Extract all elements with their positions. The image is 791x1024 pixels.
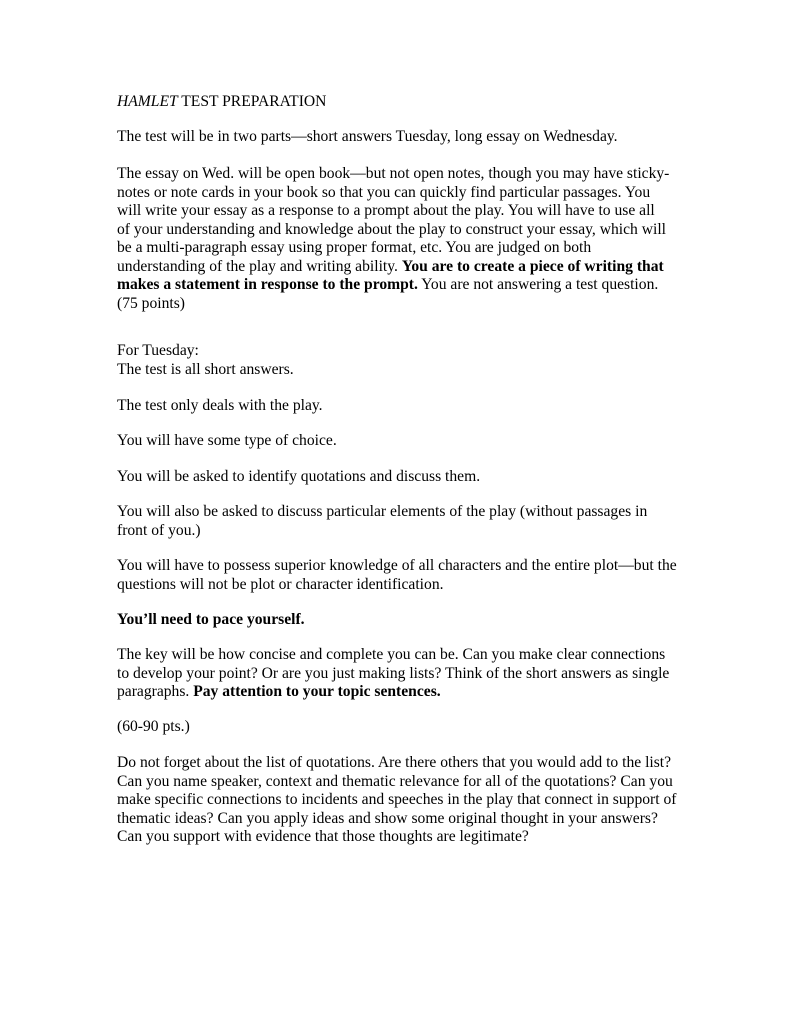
essay-line [117, 276, 669, 295]
elements-line: You will also be asked to discuss particular elements of the play (without passages in [117, 503, 648, 520]
essay-paragraph [117, 165, 669, 313]
essay-line: will write your essay as a response to a prompt about the play. You will have to use all [117, 202, 655, 219]
key-paragraph [117, 646, 669, 702]
essay-line: be a multi-paragraph essay using proper format, etc. You are judged on both [117, 239, 592, 256]
key-line [117, 683, 669, 702]
knowledge-paragraph [117, 557, 677, 594]
quotations-paragraph: You will be asked to identify quotations and discuss them. [117, 468, 481, 485]
document-title [117, 93, 326, 112]
essay-line [117, 258, 669, 277]
essay-points: (75 points) [117, 294, 186, 312]
points-paragraph: (60-90 pts.) [117, 718, 190, 735]
list-line: make specific connections to incidents and speeches in the play that connect in support of [117, 791, 677, 808]
list-line: Do not forget about the list of quotations. Are there others that you would add to the list? [117, 754, 672, 771]
elements-line: front of you.) [117, 521, 201, 539]
tuesday-section [117, 342, 294, 379]
title-play-name: HAMLET [117, 93, 178, 110]
key-text: paragraphs. [117, 683, 194, 700]
play-paragraph: The test only deals with the play. [117, 397, 323, 414]
essay-line: The essay on Wed. will be open book—but not open notes, though you may have sticky- [117, 165, 670, 182]
essay-bold-text: makes a statement in response to the prompt. [117, 276, 418, 293]
key-bold-text: Pay attention to your topic sentences. [193, 683, 441, 700]
key-line: The key will be how concise and complete you can be. Can you make clear connections [117, 646, 666, 663]
intro-paragraph: The test will be in two parts—short answers Tuesday, long essay on Wednesday. [117, 128, 618, 145]
essay-text: You are not answering a test question. [417, 276, 659, 293]
tuesday-heading: For Tuesday: [117, 342, 199, 359]
list-line: thematic ideas? Can you apply ideas and show some original thought in your answers? [117, 809, 658, 827]
list-line: Can you support with evidence that those thoughts are legitimate? [117, 828, 529, 845]
pace-paragraph: You’ll need to pace yourself. [117, 611, 305, 628]
essay-text: understanding of the play and writing ability. [117, 257, 402, 275]
knowledge-line: questions will not be plot or character identification. [117, 575, 444, 593]
choice-paragraph: You will have some type of choice. [117, 432, 337, 449]
quotation-list-paragraph [117, 754, 676, 847]
knowledge-line: You will have to possess superior knowledge of all characters and the entire plot—but the [117, 557, 677, 574]
key-line: to develop your point? Or are you just making lists? Think of the short answers as single [117, 664, 670, 682]
tuesday-line: The test is all short answers. [117, 360, 294, 378]
list-line: Can you name speaker, context and thematic relevance for all of the quotations? Can you [117, 772, 673, 790]
essay-bold-text: You are to create a piece of writing that [401, 257, 664, 275]
elements-paragraph [117, 503, 647, 540]
essay-line: notes or note cards in your book so that you can quickly find particular passages. You [117, 183, 651, 201]
essay-line: of your understanding and knowledge about the play to construct your essay, which will [117, 220, 666, 238]
title-rest: TEST PREPARATION [177, 93, 327, 110]
